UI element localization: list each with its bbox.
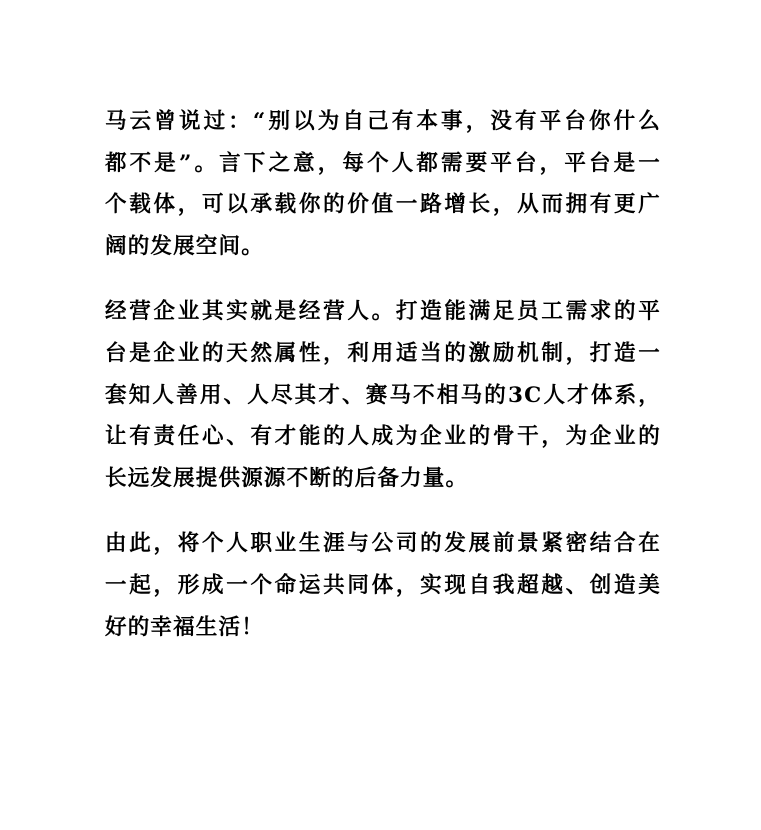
paragraph-1 <box>105 101 661 267</box>
paragraph-2-line-2: 台是企业的天然属性，利用适当的激励机制，打造一 <box>105 340 661 366</box>
paragraph-2-line-1: 经营企业其实就是经营人。打造能满足员工需求的平 <box>105 299 661 325</box>
paragraph-1-line-1: 马云曾说过：“别以为自己有本事，没有平台你什么 <box>105 109 661 134</box>
paragraph-2 <box>105 291 661 499</box>
paragraph-2-line-5: 长远发展提供源源不断的后备力量。 <box>105 465 469 491</box>
paragraph-2-line-4: 让有责任心、有才能的人成为企业的骨干，为企业的 <box>105 424 661 450</box>
paragraph-1-line-4: 阔的发展空间。 <box>105 233 264 259</box>
paragraph-1-line-2: 都不是”。言下之意，每个人都需要平台，平台是一 <box>105 150 661 176</box>
paragraph-3 <box>105 523 661 648</box>
document-body <box>105 101 661 648</box>
paragraph-3-line-2: 一起，形成一个命运共同体，实现自我超越、创造美 <box>105 572 661 598</box>
paragraph-1-line-3: 个载体，可以承载你的价值一路增长，从而拥有更广 <box>105 192 661 218</box>
paragraph-2-line-3: 套知人善用、人尽其才、赛马不相马的3C人才体系， <box>105 382 661 408</box>
paragraph-3-line-3: 好的幸福生活！ <box>105 614 264 640</box>
paragraph-3-line-1: 由此，将个人职业生涯与公司的发展前景紧密结合在 <box>105 531 661 557</box>
